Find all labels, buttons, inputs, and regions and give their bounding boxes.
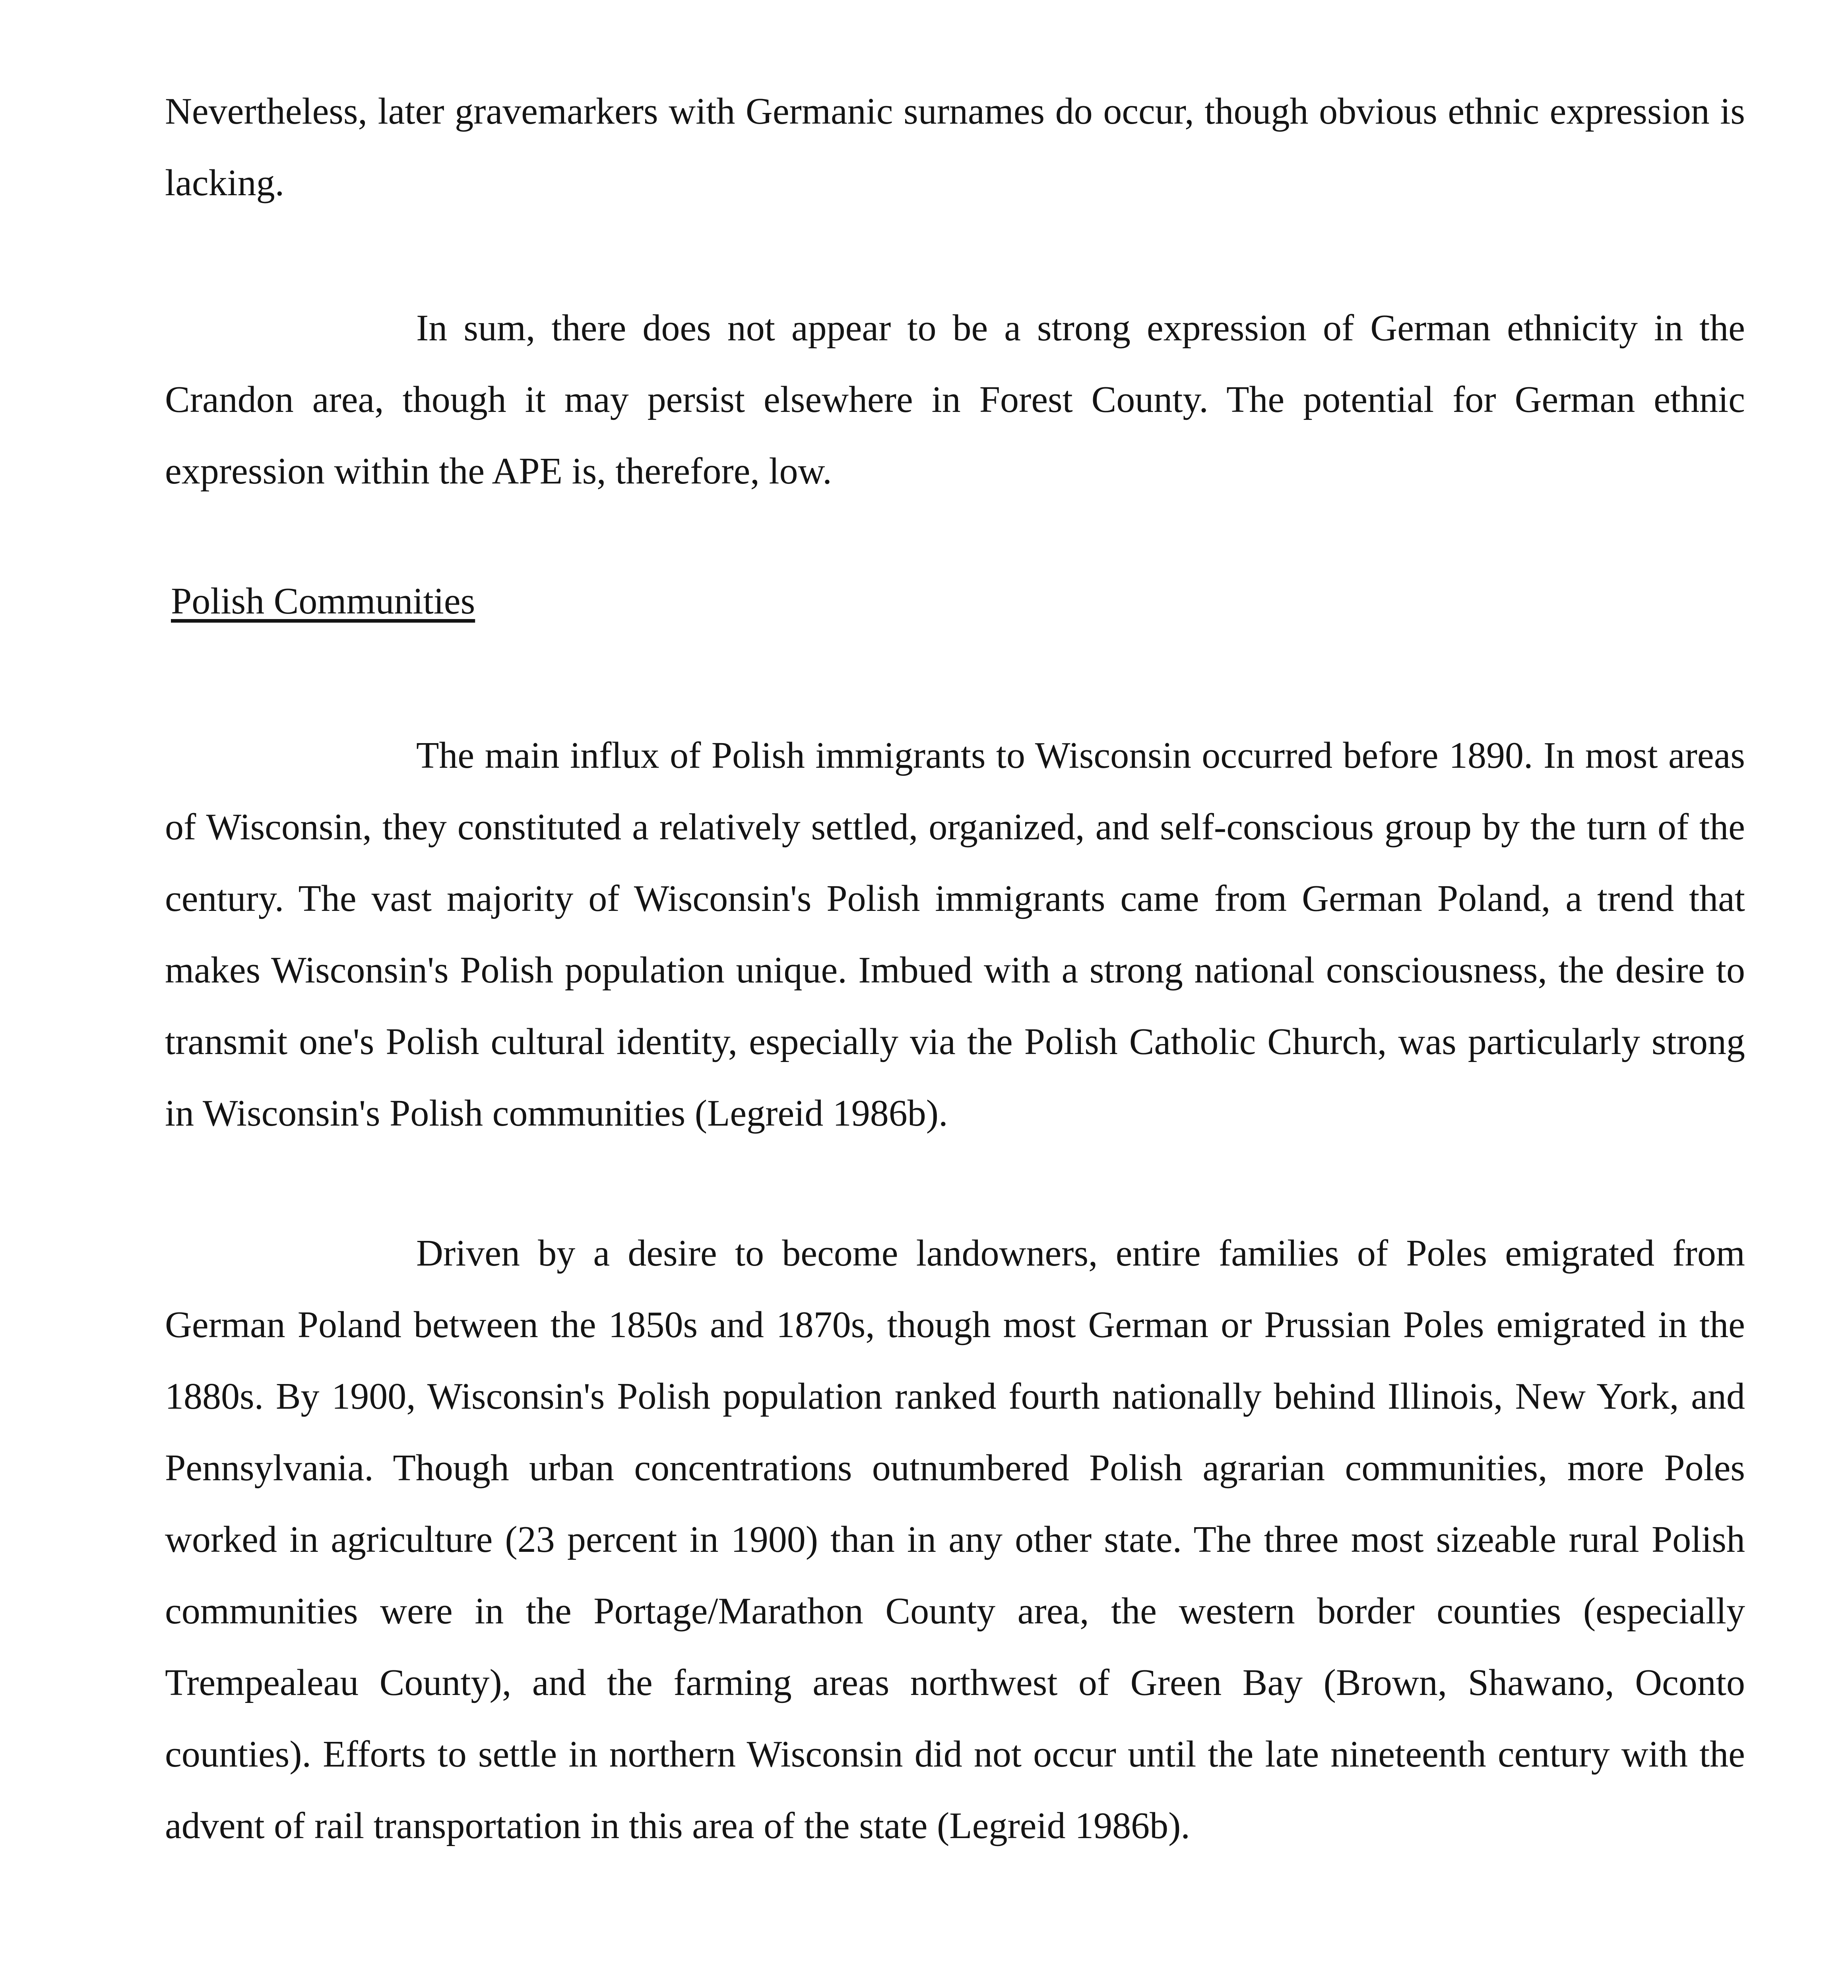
paragraph-polish-influx: The main influx of Polish immigrants to Wisconsin occurred before 1890. In most areas of Wisconsin, they constituted a relatively settled, organized, and self-conscious group by the turn of the century. The vast majority of Wisconsin's Polish immigrants came from German Poland, a trend that makes Wisconsin's Polish population unique. Imbued with a strong national consciousness, the desire to transmit one's Polish cultural identity, especially via the Polish Catholic Church, was particularly strong in Wisconsin's Polish communities (Legreid 1986b).	[165, 735, 1745, 1134]
paragraph-german-ethnicity-summary: In sum, there does not appear to be a strong expression of German ethnicity in the Crandon area, though it may persist elsewhere in Forest County. The potential for German ethnic expression within the APE is, therefore, low.	[165, 307, 1745, 492]
paragraph-german-gravemarkers: Nevertheless, later gravemarkers with Germanic surnames do occur, though obvious ethnic expression is lacking.	[165, 91, 1745, 204]
paragraph-polish-emigration: Driven by a desire to become landowners, entire families of Poles emigrated from German Poland between the 1850s and 1870s, though most German or Prussian Poles emigrated in the 1880s. By 1900, Wisconsin's Polish population ranked fourth nationally behind Illinois, New York, and Pennsylvania. Though urban concentrations outnumbered Polish agrarian communities, more Poles worked in agriculture (23 percent in 1900) than in any other state. The three most sizeable rural Polish communities were in the Portage/Marathon County area, the western border counties (especially Trempealeau County), and the farming areas northwest of Green Bay (Brown, Shawano, Oconto counties). Efforts to settle in northern Wisconsin did not occur until the late nineteenth century with the advent of rail transportation in this area of the state (Legreid 1986b).	[165, 1233, 1745, 1846]
section-heading-polish-communities: Polish Communities	[171, 580, 475, 622]
